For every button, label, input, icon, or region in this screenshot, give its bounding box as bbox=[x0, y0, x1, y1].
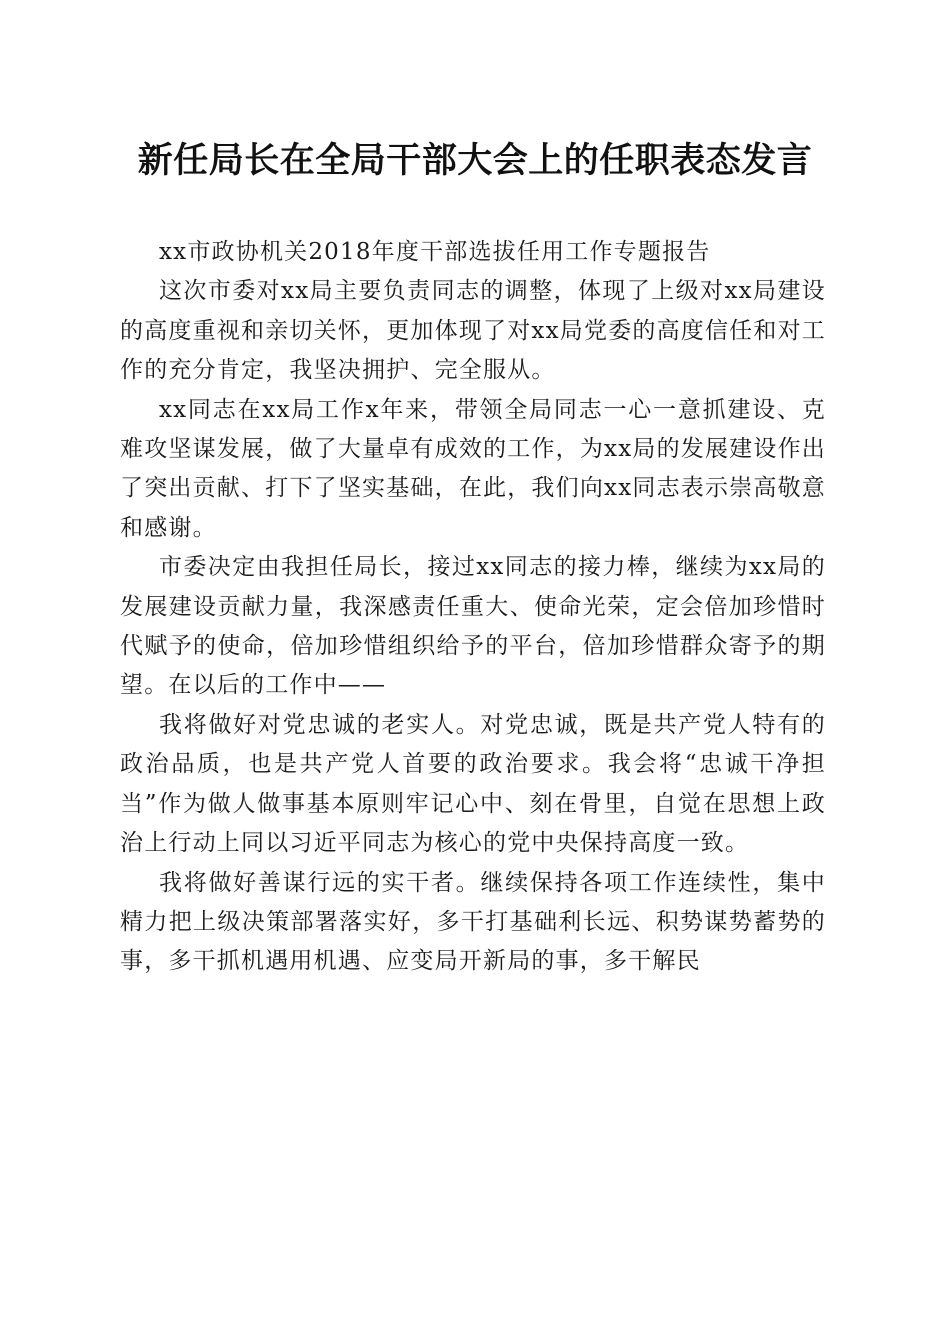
document-body bbox=[120, 233, 826, 982]
document-title: 新任局长在全局干部大会上的任职表态发言 bbox=[137, 140, 813, 181]
paragraph-appointment: 市委决定由我担任局长，接过xx同志的接力棒，继续为xx局的发展建设贡献力量，我深感责任重大、使命光荣，定会倍加珍惜时代赋予的使命，倍加珍惜组织给予的平台，倍加珍惜群众寄予的期望。在以后的工作中—— bbox=[120, 554, 826, 699]
paragraph-adjustment: 这次市委对xx局主要负责同志的调整，体现了上级对xx局建设的高度重视和亲切关怀，更加体现了对xx局党委的高度信任和对工作的充分肯定，我坚决拥护、完全服从。 bbox=[120, 278, 826, 384]
paragraph-loyalty: 我将做好对党忠诚的老实人。对党忠诚，既是共产党人特有的政治品质，也是共产党人首要的政治要求。我会将“忠诚干净担当”作为做人做事基本原则牢记心中、刻在骨里，自觉在思想上政治上行动上同以习近平同志为核心的党中央保持高度一致。 bbox=[120, 711, 826, 857]
paragraph-practitioner: 我将做好善谋行远的实干者。继续保持各项工作连续性，集中精力把上级决策部署落实好，多干打基础利长远、积势谋势蓄势的事，多干抓机遇用机遇、应变局开新局的事，多干解民 bbox=[120, 869, 826, 975]
paragraph-predecessor: xx同志在xx局工作x年来，带领全局同志一心一意抓建设、克难攻坚谋发展，做了大量卓有成效的工作，为xx局的发展建设作出了突出贡献、打下了坚实基础，在此，我们向xx同志表示崇高敬意和感谢。 bbox=[120, 396, 826, 541]
paragraph-report-heading: xx市政协机关2018年度干部选拔任用工作专题报告 bbox=[159, 239, 711, 265]
